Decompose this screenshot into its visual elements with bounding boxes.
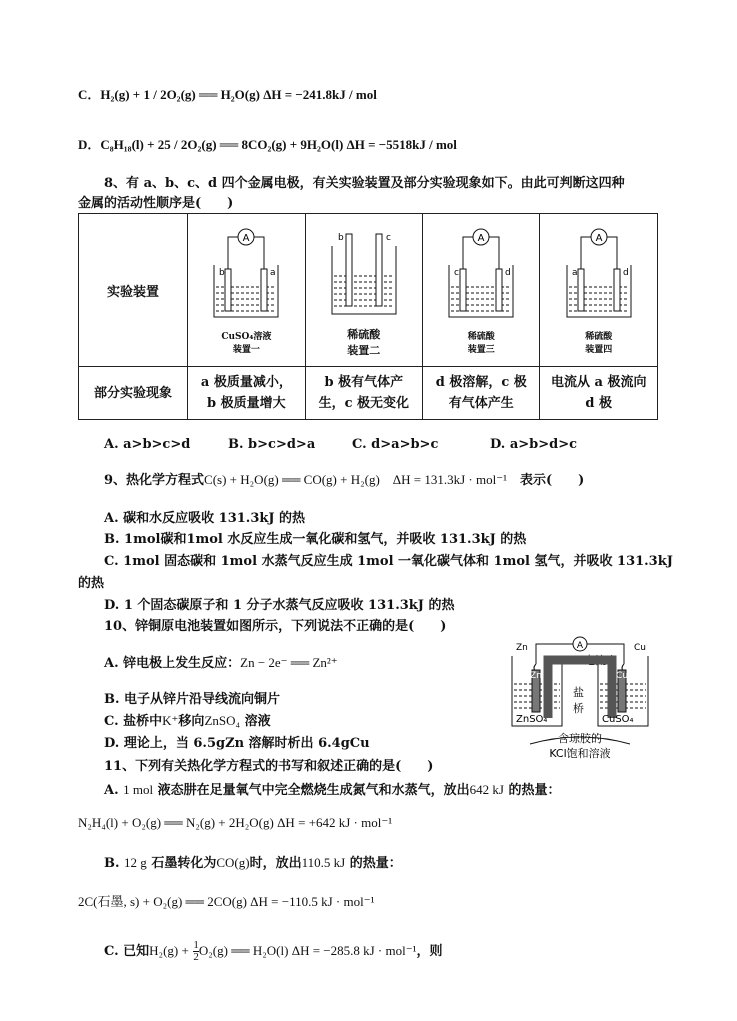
q10-stem: 10、锌铜原电池装置如图所示，下列说法不正确的是( ) <box>104 619 447 634</box>
svg-text:Zn: Zn <box>530 671 542 681</box>
q9-stem: 9、热化学方程式C(s) + H₂O(g) ══ CO(g) + H₂(g) ΔH = 131.3kJ · mol⁻¹ 表示( ) <box>104 472 585 488</box>
apparatus-3 <box>423 214 540 367</box>
svg-text:d: d <box>505 268 511 278</box>
q9-option-c-2: 的热 <box>78 576 105 591</box>
svg-text:ZnSO₄: ZnSO₄ <box>516 714 548 725</box>
q10-option-a: A. 锌电极上发生反应：Zn − 2e⁻ ══ Zn²⁺ <box>104 655 338 671</box>
q11-option-b: B. 12 g 石墨转化为CO(g)时，放出110.5 kJ 的热量： <box>104 855 402 871</box>
svg-text:Cu: Cu <box>634 643 646 653</box>
q8-stem-line2: 金属的活动性顺序是( ) <box>78 196 234 211</box>
beaker-diagram-1 <box>196 225 296 325</box>
svg-text:b: b <box>219 268 226 278</box>
q8-option-d: D. a>b>d>c <box>490 437 578 452</box>
caption-2b: 装置二 <box>347 344 381 357</box>
svg-text:c: c <box>385 233 391 243</box>
row-head-apparatus: 实验装置 <box>79 214 188 367</box>
svg-text:Zn: Zn <box>516 643 528 653</box>
q11-equation-b: 2C(石墨, s) + O₂(g) ══ 2CO(g) ΔH = −110.5 kJ · mol⁻¹ <box>78 894 375 909</box>
caption-2a: 稀硫酸 <box>347 328 381 341</box>
q10-option-c: C. 盐桥中K⁺移向ZnSO₄ 溶液 <box>104 713 271 729</box>
caption-1b: 装置一 <box>232 345 260 355</box>
svg-text:电流表: 电流表 <box>584 654 617 667</box>
q9-option-b: B. 1mol碳和1mol 水反应生成一氧化碳和氢气，并吸收 131.3kJ 的热 <box>104 532 527 547</box>
svg-text:d: d <box>622 268 629 278</box>
beaker-diagram-2 <box>314 222 414 322</box>
fraction-half: $\frac{1}{2}$ <box>193 939 199 963</box>
q8-option-b: B. b>c>d>a <box>228 437 316 452</box>
q8-stem-line1: 8、有 a、b、c、d 四个金属电极，有关实验装置及部分实验现象如下。由此可判断这四种 <box>104 176 625 191</box>
beaker-diagram-4 <box>549 225 649 325</box>
observation-1: a 极质量减小， b 极质量增大 <box>188 367 305 420</box>
q8-option-a: A. a>b>c>d <box>104 437 191 452</box>
apparatus-2 <box>305 214 422 367</box>
svg-text:含琼胶的: 含琼胶的 <box>558 732 602 745</box>
observation-4: 电流从 a 极流向 d 极 <box>540 367 658 420</box>
option-d-text: D．C₈H₁₈(l) + 25 / 2O₂(g) ══ 8CO₂(g) + 9H₂O(l) ΔH = −5518kJ / mol <box>78 137 457 152</box>
option-c-text: C．H₂(g) + 1 / 2O₂(g) ══ H₂O(g) ΔH = −241.8kJ / mol <box>78 87 377 102</box>
svg-text:A: A <box>477 233 485 244</box>
svg-text:c: c <box>454 268 460 278</box>
caption-3b: 装置三 <box>467 345 495 355</box>
q11-option-c: C. 已知H₂(g) + $\frac{1}{2}$ O₂(g) ══ H₂O(l) ΔH = −285.8 kJ · mol⁻¹，则 <box>104 939 443 963</box>
q9-option-d: D. 1 个固态碳原子和 1 分子水蒸气反应吸收 131.3kJ 的热 <box>104 598 455 613</box>
caption-4a: 稀硫酸 <box>585 332 613 342</box>
svg-text:a: a <box>270 268 276 278</box>
svg-text:A: A <box>576 641 584 651</box>
caption-4b: 装置四 <box>585 345 613 355</box>
caption-1a: CuSO₄溶液 <box>221 332 272 342</box>
svg-text:A: A <box>242 233 250 244</box>
option-c-prev <box>78 84 377 103</box>
observation-2: b 极有气体产 生，c 极无变化 <box>305 367 422 420</box>
apparatus-1 <box>188 214 305 367</box>
svg-text:CuSO₄: CuSO₄ <box>602 714 634 725</box>
experiment-table <box>78 213 658 420</box>
svg-text:Cu: Cu <box>616 671 628 681</box>
q10-option-d: D. 理论上，当 6.5gZn 溶解时析出 6.4gCu <box>104 736 370 751</box>
q11-equation-a: N₂H₄(l) + O₂(g) ══ N₂(g) + 2H₂O(g) ΔH = +642 kJ · mol⁻¹ <box>78 815 393 830</box>
svg-text:A: A <box>595 233 603 244</box>
svg-text:盐: 盐 <box>573 686 584 699</box>
svg-text:KCl饱和溶液: KCl饱和溶液 <box>549 747 611 760</box>
q9-equation: C(s) + H₂O(g) ══ CO(g) + H₂(g) ΔH = 131.3kJ · mol⁻¹ <box>204 472 507 487</box>
option-d-prev <box>78 134 457 153</box>
q8-option-c: C. d>a>b>c <box>352 437 439 452</box>
galvanic-cell-diagram <box>500 634 660 762</box>
q11-stem: 11、下列有关热化学方程式的书写和叙述正确的是( ) <box>104 759 434 774</box>
observation-3: d 极溶解，c 极 有气体产生 <box>423 367 540 420</box>
caption-3a: 稀硫酸 <box>467 332 495 342</box>
svg-text:a: a <box>571 268 578 278</box>
q9-option-c-1: C. 1mol 固态碳和 1mol 水蒸气反应生成 1mol 一氧化碳气体和 1mol 氢气，并吸收 131.3kJ <box>104 554 673 569</box>
q10-option-b: B. 电子从锌片沿导线流向铜片 <box>104 692 281 707</box>
apparatus-4 <box>540 214 658 367</box>
q9-option-a: A. 碳和水反应吸收 131.3kJ 的热 <box>104 511 306 526</box>
beaker-diagram-3 <box>431 225 531 325</box>
q11-option-a: A. 1 mol 液态肼在足量氧气中完全燃烧生成氮气和水蒸气，放出642 kJ 的热量： <box>104 782 561 798</box>
row-head-observation: 部分实验现象 <box>79 367 188 420</box>
svg-text:b: b <box>337 233 344 243</box>
svg-text:桥: 桥 <box>573 702 584 715</box>
